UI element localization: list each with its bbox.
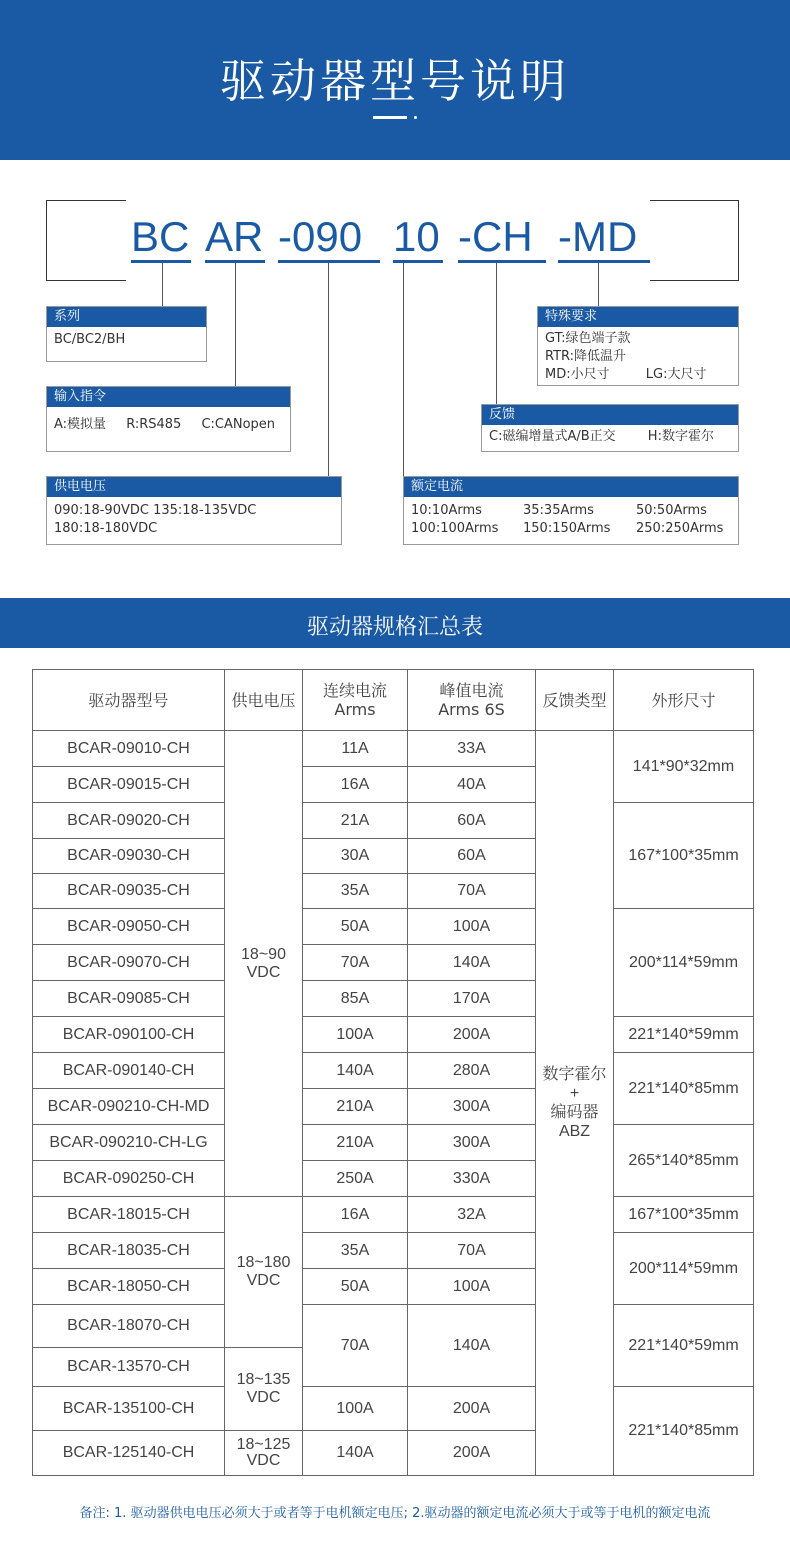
model-cell: BCAR-090140-CH	[33, 1053, 225, 1089]
series-box-head: 系列	[47, 307, 206, 327]
size-cell: 221*140*59mm	[614, 1305, 754, 1387]
current-option: 50:50Arms	[636, 503, 707, 518]
code-underline-feedback	[458, 260, 546, 263]
feedback-box	[481, 404, 739, 452]
table-row	[33, 1197, 754, 1233]
voltage-box-head: 供电电压	[47, 477, 341, 497]
model-cell: BCAR-18035-CH	[33, 1233, 225, 1269]
size-cell: 141*90*32mm	[614, 731, 754, 803]
header-peak: 峰值电流 Arms 6S	[408, 670, 536, 731]
special-option: LG:大尺寸	[645, 367, 707, 382]
model-cell: BCAR-13570-CH	[33, 1348, 225, 1387]
feedback-box-head: 反馈	[482, 405, 738, 425]
header-size: 外形尺寸	[614, 670, 754, 731]
size-cell: 221*140*85mm	[614, 1053, 754, 1125]
header-model: 驱动器型号	[33, 670, 225, 731]
continuous-cell: 100A	[303, 1387, 408, 1431]
series-box	[46, 306, 207, 362]
model-cell: BCAR-18015-CH	[33, 1197, 225, 1233]
size-cell: 221*140*85mm	[614, 1387, 754, 1476]
size-cell: 200*114*59mm	[614, 909, 754, 1017]
model-cell: BCAR-090250-CH	[33, 1161, 225, 1197]
current-box-body	[404, 497, 738, 542]
code-underline-current	[393, 260, 443, 263]
table-row	[33, 1017, 754, 1053]
model-cell: BCAR-09035-CH	[33, 874, 225, 909]
continuous-cell: 70A	[303, 945, 408, 981]
special-line: RTR:降低温升	[545, 349, 627, 364]
model-cell: BCAR-090210-CH-LG	[33, 1125, 225, 1161]
size-cell: 200*114*59mm	[614, 1233, 754, 1305]
input-option: A:模拟量	[54, 417, 107, 432]
code-segment-input: AR	[205, 213, 264, 260]
code-underline-voltage	[278, 260, 380, 263]
peak-cell: 70A	[408, 874, 536, 909]
peak-cell: 70A	[408, 1233, 536, 1269]
model-cell: BCAR-09020-CH	[33, 803, 225, 839]
size-cell: 221*140*59mm	[614, 1017, 754, 1053]
model-cell: BCAR-135100-CH	[33, 1387, 225, 1431]
feedback-option: C:磁编增量式A/B正交	[489, 429, 616, 444]
table-row	[33, 1305, 754, 1348]
continuous-cell: 100A	[303, 1017, 408, 1053]
peak-cell: 140A	[408, 945, 536, 981]
bracket-right	[650, 200, 739, 281]
voltage-cell: 18~180 VDC	[225, 1197, 303, 1348]
model-cell: BCAR-18050-CH	[33, 1269, 225, 1305]
peak-cell: 170A	[408, 981, 536, 1017]
current-box-head: 额定电流	[404, 477, 738, 497]
peak-cell: 60A	[408, 839, 536, 874]
continuous-cell: 210A	[303, 1089, 408, 1125]
peak-cell: 200A	[408, 1387, 536, 1431]
code-segment-feedback: -CH	[458, 213, 533, 260]
bracket-left	[46, 200, 126, 281]
connector-input	[235, 263, 236, 387]
current-option: 10:10Arms	[411, 503, 482, 518]
peak-cell: 60A	[408, 803, 536, 839]
peak-cell: 100A	[408, 1269, 536, 1305]
current-box	[403, 476, 739, 545]
code-segment-voltage: -090	[278, 213, 363, 260]
connector-series	[162, 263, 163, 307]
peak-cell: 300A	[408, 1089, 536, 1125]
table-row	[33, 1387, 754, 1431]
current-option: 150:150Arms	[523, 521, 611, 536]
input-box	[46, 386, 291, 452]
table-row	[33, 909, 754, 945]
size-cell: 167*100*35mm	[614, 803, 754, 909]
model-cell: BCAR-09050-CH	[33, 909, 225, 945]
connector-special	[598, 263, 599, 307]
code-underline-series	[131, 260, 191, 263]
model-cell: BCAR-09015-CH	[33, 767, 225, 803]
input-box-body	[47, 407, 290, 438]
continuous-cell: 11A	[303, 731, 408, 767]
code-segment-current: 10	[393, 213, 440, 260]
special-option: MD:小尺寸	[545, 367, 610, 382]
table-row	[33, 731, 754, 767]
feedback-cell: 数字霍尔 + 编码器 ABZ	[536, 731, 614, 1476]
model-cell: BCAR-18070-CH	[33, 1305, 225, 1348]
header-voltage: 供电电压	[225, 670, 303, 731]
voltage-cell: 18~90 VDC	[225, 731, 303, 1197]
current-option: 35:35Arms	[523, 503, 594, 518]
model-cell: BCAR-090210-CH-MD	[33, 1089, 225, 1125]
spec-table	[32, 669, 754, 1476]
peak-cell: 200A	[408, 1431, 536, 1476]
table-row	[33, 1233, 754, 1269]
page-title: 驱动器型号说明	[220, 54, 570, 108]
model-cell: BCAR-09070-CH	[33, 945, 225, 981]
voltage-box-body	[47, 497, 341, 542]
table-row	[33, 803, 754, 839]
header-feedback: 反馈类型	[536, 670, 614, 731]
continuous-cell: 21A	[303, 803, 408, 839]
table-row	[33, 1053, 754, 1089]
special-box-body	[538, 327, 738, 388]
input-option: C:CANopen	[201, 417, 276, 432]
continuous-cell: 50A	[303, 1269, 408, 1305]
continuous-cell: 16A	[303, 1197, 408, 1233]
model-cell: BCAR-125140-CH	[33, 1431, 225, 1476]
continuous-cell: 85A	[303, 981, 408, 1017]
continuous-cell: 30A	[303, 839, 408, 874]
model-cell: BCAR-09030-CH	[33, 839, 225, 874]
spec-section-title: 驱动器规格汇总表	[306, 615, 483, 640]
size-cell: 265*140*85mm	[614, 1125, 754, 1197]
series-box-body: BC/BC2/BH	[54, 332, 126, 347]
continuous-cell: 70A	[303, 1305, 408, 1387]
input-option: R:RS485	[126, 417, 182, 432]
connector-voltage	[328, 263, 329, 477]
connector-feedback	[496, 263, 497, 405]
special-line: GT:绿色端子款	[545, 331, 631, 346]
continuous-cell: 35A	[303, 874, 408, 909]
model-cell: BCAR-09085-CH	[33, 981, 225, 1017]
peak-cell: 300A	[408, 1125, 536, 1161]
current-option: 100:100Arms	[411, 521, 499, 536]
peak-cell: 280A	[408, 1053, 536, 1089]
title-underline	[373, 116, 407, 119]
peak-cell: 40A	[408, 767, 536, 803]
model-cell: BCAR-090100-CH	[33, 1017, 225, 1053]
voltage-cell: 18~135 VDC	[225, 1348, 303, 1431]
peak-cell: 330A	[408, 1161, 536, 1197]
continuous-cell: 50A	[303, 909, 408, 945]
code-segment-special: -MD	[558, 213, 638, 260]
model-cell: BCAR-09010-CH	[33, 731, 225, 767]
voltage-line: 090:18-90VDC 135:18-135VDC	[54, 503, 257, 518]
header-continuous: 连续电流 Arms	[303, 670, 408, 731]
code-segment-series: BC	[131, 213, 190, 260]
peak-cell: 32A	[408, 1197, 536, 1233]
feedback-option: H:数字霍尔	[647, 429, 714, 444]
voltage-cell: 18~125 VDC	[225, 1431, 303, 1476]
special-box	[537, 306, 739, 386]
code-underline-special	[558, 260, 650, 263]
special-box-head: 特殊要求	[538, 307, 738, 327]
table-row	[33, 1125, 754, 1161]
continuous-cell: 35A	[303, 1233, 408, 1269]
table-header-row	[33, 670, 754, 731]
continuous-cell: 140A	[303, 1431, 408, 1476]
current-option: 250:250Arms	[636, 521, 724, 536]
footnote: 备注: 1. 驱动器供电电压必须大于或者等于电机额定电压; 2.驱动器的额定电流必须大于或等于电机的额定电流	[79, 1506, 711, 1521]
voltage-box	[46, 476, 342, 545]
title-dot	[414, 116, 417, 119]
feedback-box-body	[482, 425, 738, 450]
continuous-cell: 250A	[303, 1161, 408, 1197]
continuous-cell: 210A	[303, 1125, 408, 1161]
connector-current	[403, 263, 404, 477]
peak-cell: 33A	[408, 731, 536, 767]
continuous-cell: 140A	[303, 1053, 408, 1089]
size-cell: 167*100*35mm	[614, 1197, 754, 1233]
continuous-cell: 16A	[303, 767, 408, 803]
peak-cell: 140A	[408, 1305, 536, 1387]
voltage-line: 180:18-180VDC	[54, 521, 158, 536]
peak-cell: 100A	[408, 909, 536, 945]
peak-cell: 200A	[408, 1017, 536, 1053]
input-box-head: 输入指令	[47, 387, 290, 407]
